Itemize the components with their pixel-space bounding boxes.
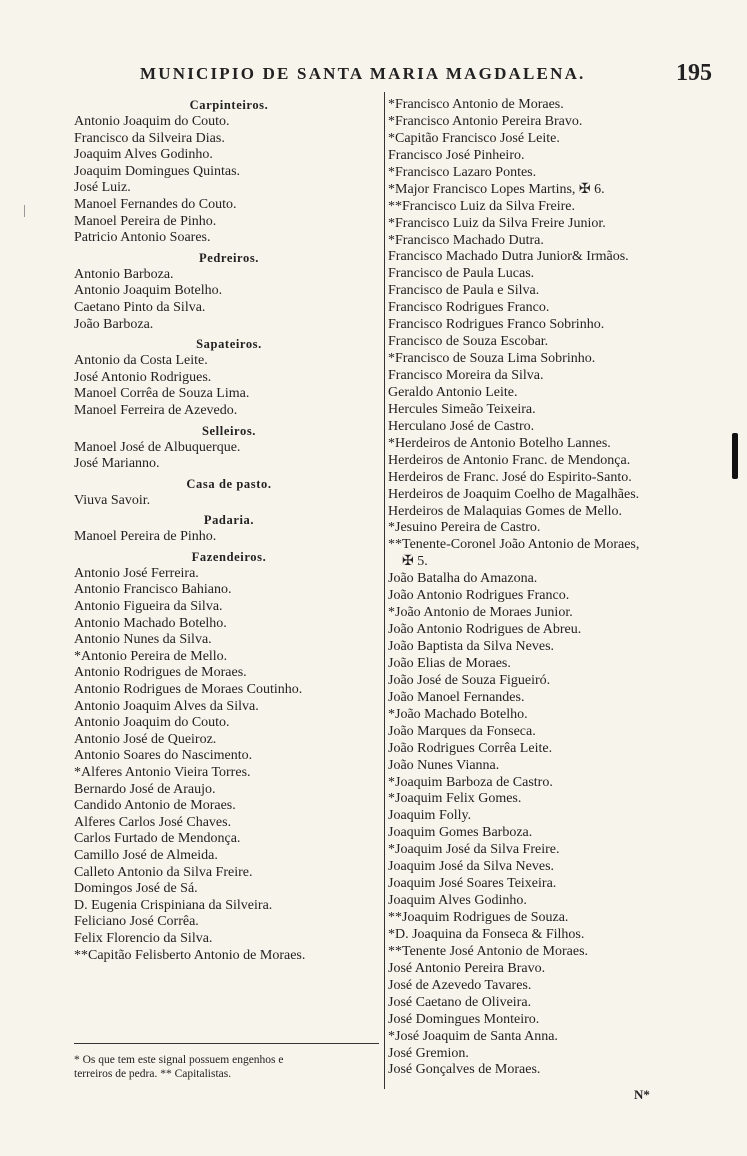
list-item: Francisco Machado Dutra Junior& Irmãos. (388, 249, 629, 265)
list-item: Viuva Savoir. (74, 492, 151, 508)
left-column (74, 97, 384, 964)
list-item: José Antonio Rodrigues. (74, 369, 212, 385)
list-item: Antonio Joaquim Botelho. (74, 283, 223, 299)
list-item: Joaquim José da Silva Neves. (388, 859, 555, 875)
footnote-rule (74, 1043, 379, 1044)
section-heading: Sapateiros. (196, 337, 262, 352)
list-item: Antonio Figueira da Silva. (74, 599, 223, 615)
list-item: João Nunes Vianna. (388, 757, 500, 773)
margin-tick (24, 205, 25, 217)
list-item: Domingos José de Sá. (74, 881, 198, 897)
list-item: *Joaquim Felix Gomes. (388, 791, 522, 807)
list-item: *Francisco Antonio Pereira Bravo. (388, 113, 583, 129)
list-item: Joaquim Alves Godinho. (388, 893, 527, 909)
list-item: *D. Joaquina da Fonseca & Filhos. (388, 926, 585, 942)
list-item: Manoel Pereira de Pinho. (74, 529, 217, 545)
list-item: *Antonio Pereira de Mello. (74, 648, 228, 664)
list-item: Bernardo José de Araujo. (74, 781, 216, 797)
list-item: **Capitão Felisberto Antonio de Moraes. (74, 947, 306, 963)
list-item: *Francisco de Souza Lima Sobrinho. (388, 351, 596, 367)
list-item: Felix Florencio da Silva. (74, 930, 213, 946)
list-item: *Joaquim José da Silva Freire. (388, 842, 560, 858)
page-header: MUNICIPIO DE SANTA MARIA MAGDALENA. (140, 64, 586, 83)
list-item: Antonio José Ferreira. (74, 565, 199, 581)
section-heading: Carpinteiros. (189, 98, 269, 112)
page-number: 195 (676, 60, 712, 86)
list-item: João Marques da Fonseca. (388, 723, 536, 739)
section (74, 423, 384, 473)
list-item: Candido Antonio de Moraes. (74, 798, 236, 814)
list-item: José de Azevedo Tavares. (388, 977, 532, 993)
list-item: Antonio Joaquim do Couto. (74, 114, 230, 129)
footnote-line: terreiros de pedra. ** Capitalistas. (74, 1068, 232, 1080)
list-item: João José de Souza Figueiró. (388, 672, 551, 688)
list-item: José Gonçalves de Moraes. (388, 1062, 541, 1078)
list-item: Antonio Rodrigues de Moraes. (74, 665, 247, 681)
list-item: *João Antonio de Moraes Junior. (388, 605, 573, 621)
list-item: Francisco da Silveira Dias. (74, 130, 225, 146)
list-item: ✠ 5. (402, 554, 428, 570)
list-item: *Alferes Antonio Vieira Torres. (74, 765, 251, 780)
list-item: José Caetano de Oliveira. (388, 994, 532, 1010)
list-item: João Manoel Fernandes. (388, 689, 525, 705)
list-item: Carlos Furtado de Mendonça. (74, 831, 241, 847)
list-item: Joaquim Domingues Quintas. (74, 163, 241, 179)
list-item: Antonio Joaquim Alves da Silva. (74, 698, 259, 714)
list-item: João Antonio Rodrigues Franco. (388, 588, 570, 604)
list-item: *José Joaquim de Santa Anna. (388, 1028, 558, 1044)
list-item: *Francisco Luiz da Silva Freire Junior. (388, 215, 606, 231)
section-heading: Selleiros. (201, 423, 257, 438)
list-item: Manoel Corrêa de Souza Lima. (74, 386, 250, 402)
list-item: *Francisco Antonio de Moraes. (388, 97, 564, 112)
list-item: Joaquim Alves Godinho. (74, 147, 213, 163)
list-item: **Tenente José Antonio de Moraes. (388, 943, 589, 959)
list-item: João Elias de Moraes. (388, 655, 511, 671)
list-item: Caetano Pinto da Silva. (74, 299, 206, 315)
list-item: João Rodrigues Corrêa Leite. (388, 740, 553, 756)
list-item: Herdeiros de Franc. José do Espirito-Santo. (388, 469, 632, 485)
page-edge-mark (732, 433, 738, 479)
footnote-line: * Os que tem este signal possuem engenhos e (74, 1054, 284, 1066)
list-item: Antonio Soares do Nascimento. (74, 748, 253, 764)
column-divider (384, 92, 385, 1089)
list-item: Antonio Barboza. (74, 266, 174, 282)
list-item: Patricio Antonio Soares. (74, 230, 211, 246)
list-item: Geraldo Antonio Leite. (388, 384, 518, 400)
list-item: Antonio Francisco Bahiano. (74, 582, 232, 598)
list-item: Antonio José de Queiroz. (74, 731, 217, 747)
list-item: Camillo José de Almeida. (74, 847, 218, 863)
section (74, 476, 384, 510)
section-heading: Pedreiros. (198, 250, 260, 265)
list-item: Manoel José de Albuquerque. (74, 439, 241, 455)
section (74, 250, 384, 333)
list-item: Herdeiros de Antonio Franc. de Mendonça. (388, 452, 631, 468)
list-item: Joaquim Gomes Barboza. (388, 825, 533, 841)
list-item: José Luiz. (74, 180, 131, 196)
list-item: Manoel Pereira de Pinho. (74, 213, 217, 229)
list-item: Manoel Ferreira de Azevedo. (74, 402, 238, 418)
list-item: Herculano José de Castro. (388, 418, 535, 434)
list-item: Antonio da Costa Leite. (74, 353, 208, 369)
list-item: Joaquim José Soares Teixeira. (388, 876, 557, 892)
list-item: Alferes Carlos José Chaves. (74, 814, 232, 830)
section-heading: Casa de pasto. (186, 476, 272, 491)
section (74, 549, 384, 964)
list-item: *Major Francisco Lopes Martins, ✠ 6. (388, 181, 605, 197)
list-item: *Francisco Machado Dutra. (388, 232, 544, 248)
list-item: Antonio Joaquim do Couto. (74, 715, 230, 731)
list-item: *Herdeiros de Antonio Botelho Lannes. (388, 435, 611, 451)
section-heading: Fazendeiros. (191, 549, 267, 564)
list-item: José Gremion. (388, 1045, 469, 1061)
list-item: Manoel Fernandes do Couto. (74, 196, 237, 212)
list-item: Feliciano José Corrêa. (74, 914, 199, 930)
list-item: Francisco Moreira da Silva. (388, 368, 544, 383)
list-item: *Joaquim Barboza de Castro. (388, 774, 553, 790)
list-item: Francisco de Paula Lucas. (388, 266, 535, 282)
list-item: **Francisco Luiz da Silva Freire. (388, 198, 576, 214)
list-item: João Batalha do Amazona. (388, 571, 538, 587)
section (74, 97, 384, 247)
list-item: João Antonio Rodrigues de Abreu. (388, 622, 582, 638)
list-item: *João Machado Botelho. (388, 706, 528, 722)
list-item: D. Eugenia Crispiniana da Silveira. (74, 897, 273, 913)
list-item: *Capitão Francisco José Leite. (388, 130, 560, 146)
section (74, 512, 384, 546)
section (74, 336, 384, 419)
section-heading: Padaria. (203, 513, 255, 528)
list-item: Francisco Rodrigues Franco Sobrinho. (388, 317, 605, 333)
list-item: Herdeiros de Joaquim Coelho de Magalhães. (388, 486, 640, 502)
list-item: Joaquim Folly. (388, 808, 472, 824)
list-item: José Marianno. (74, 456, 160, 472)
footnote (74, 1053, 384, 1081)
list-item: Calleto Antonio da Silva Freire. (74, 864, 253, 880)
list-item: *Francisco Lazaro Pontes. (388, 164, 537, 180)
list-item: João Barboza. (74, 316, 154, 332)
list-item: José Domingues Monteiro. (388, 1011, 540, 1027)
list-item: Antonio Machado Botelho. (74, 615, 227, 631)
list-item: Antonio Nunes da Silva. (74, 632, 212, 648)
list-item: Francisco José Pinheiro. (388, 147, 525, 163)
list-item: José Antonio Pereira Bravo. (388, 960, 546, 976)
list-item: Herdeiros de Malaquias Gomes de Mello. (388, 503, 623, 519)
signature-mark: N* (634, 1087, 650, 1102)
list-item: Hercules Simeão Teixeira. (388, 401, 536, 417)
list-item: Antonio Rodrigues de Moraes Coutinho. (74, 682, 303, 698)
list-item: Francisco Rodrigues Franco. (388, 300, 550, 316)
list-item: **Tenente-Coronel João Antonio de Moraes, (388, 537, 640, 553)
right-column (388, 97, 710, 1079)
list-item: **Joaquim Rodrigues de Souza. (388, 910, 569, 925)
list-item: João Baptista da Silva Neves. (388, 639, 555, 654)
list-item: Francisco de Paula e Silva. (388, 283, 540, 299)
list-item: Francisco de Souza Escobar. (388, 334, 549, 350)
list-item: *Jesuino Pereira de Castro. (388, 520, 541, 536)
